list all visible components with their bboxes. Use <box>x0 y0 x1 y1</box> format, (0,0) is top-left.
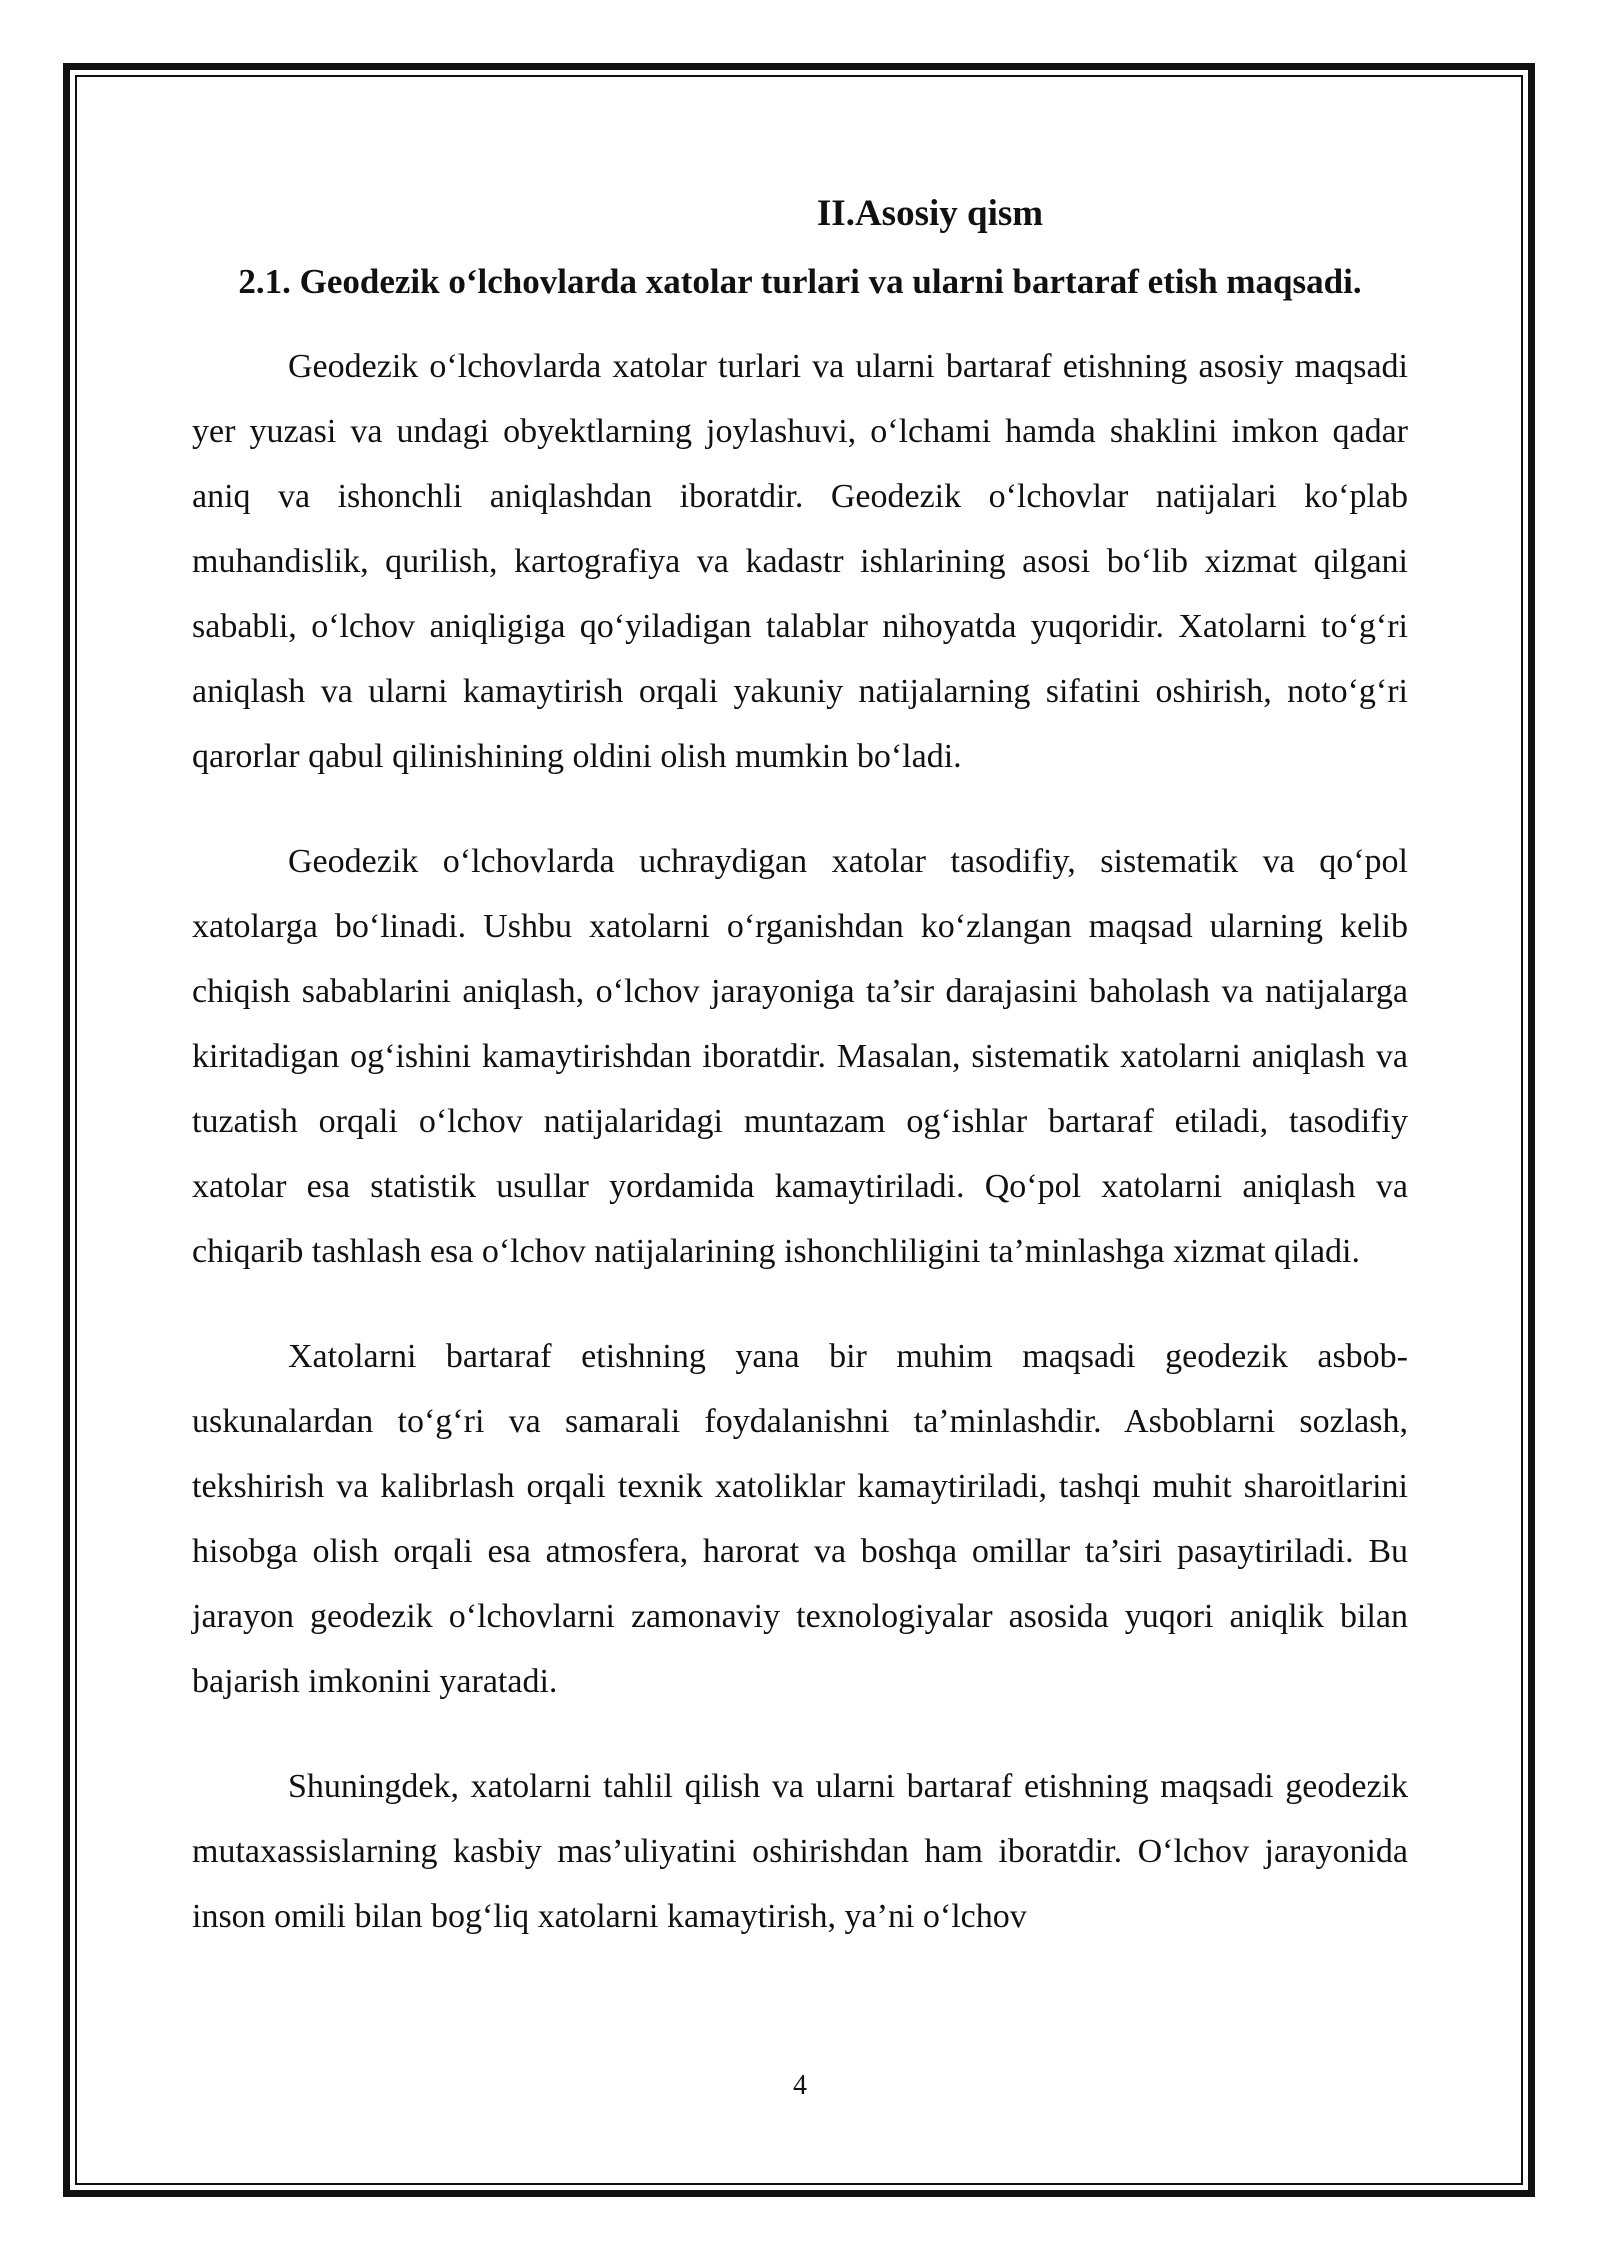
page-content <box>192 190 1408 1989</box>
paragraph-3: Xatolarni bartaraf etishning yana bir muhim maqsadi geodezik asbob-uskunalardan to‘g‘ri va samarali foydalanishni ta’minlashdir. Asboblarni sozlash, tekshirish va kalibrlash orqali texnik xatoliklar kamaytiriladi, tashqi muhit sharoitlarini hisobga olish orqali esa atmosfera, harorat va boshqa omillar ta’siri pasaytiriladi. Bu jarayon geodezik o‘lchovlarni zamonaviy texnologiyalar asosida yuqori aniqlik bilan bajarish imkonini yaratadi. <box>192 1338 1408 1700</box>
part-title: II.Asosiy qism <box>816 193 1044 234</box>
section-title: 2.1. Geodezik o‘lchovlarda xatolar turlari va ularni bartaraf etish maqsadi. <box>238 262 1362 301</box>
paragraph-1: Geodezik o‘lchovlarda xatolar turlari va ularni bartaraf etishning asosiy maqsadi yer yuzasi va undagi obyektlarning joylashuvi, o‘lchami hamda shaklini imkon qadar aniq va ishonchli aniqlashdan iboratdir. Geodezik o‘lchovlar natijalari ko‘plab muhandislik, qurilish, kartografiya va kadastr ishlarining asosi bo‘lib xizmat qilgani sababli, o‘lchov aniqligiga qo‘yiladigan talablar nihoyatda yuqoridir. Xatolarni to‘g‘ri aniqlash va ularni kamaytirish orqali yakuniy natijalarning sifatini oshirish, noto‘g‘ri qarorlar qabul qilinishining oldini olish mumkin bo‘ladi. <box>192 348 1408 775</box>
paragraph-4: Shuningdek, xatolarni tahlil qilish va ularni bartaraf etishning maqsadi geodezik mutaxassislarning kasbiy mas’uliyatini oshirishdan ham iboratdir. O‘lchov jarayonida inson omili bilan bog‘liq xatolarni kamaytirish, ya’ni o‘lchov <box>192 1768 1408 1935</box>
page-number: 4 <box>793 2070 807 2101</box>
paragraph-2: Geodezik o‘lchovlarda uchraydigan xatolar tasodifiy, sistematik va qo‘pol xatolarga bo‘linadi. Ushbu xatolarni o‘rganishdan ko‘zlangan maqsad ularning kelib chiqish sabablarini aniqlash, o‘lchov jarayoniga ta’sir darajasini baholash va natijalarga kiritadigan og‘ishini kamaytirishdan iboratdir. Masalan, sistematik xatolarni aniqlash va tuzatish orqali o‘lchov natijalaridagi muntazam og‘ishlar bartaraf etiladi, tasodifiy xatolar esa statistik usullar yordamida kamaytiriladi. Qo‘pol xatolarni aniqlash va chiqarib tashlash esa o‘lchov natijalarining ishonchliligini ta’minlashga xizmat qiladi. <box>192 843 1408 1270</box>
